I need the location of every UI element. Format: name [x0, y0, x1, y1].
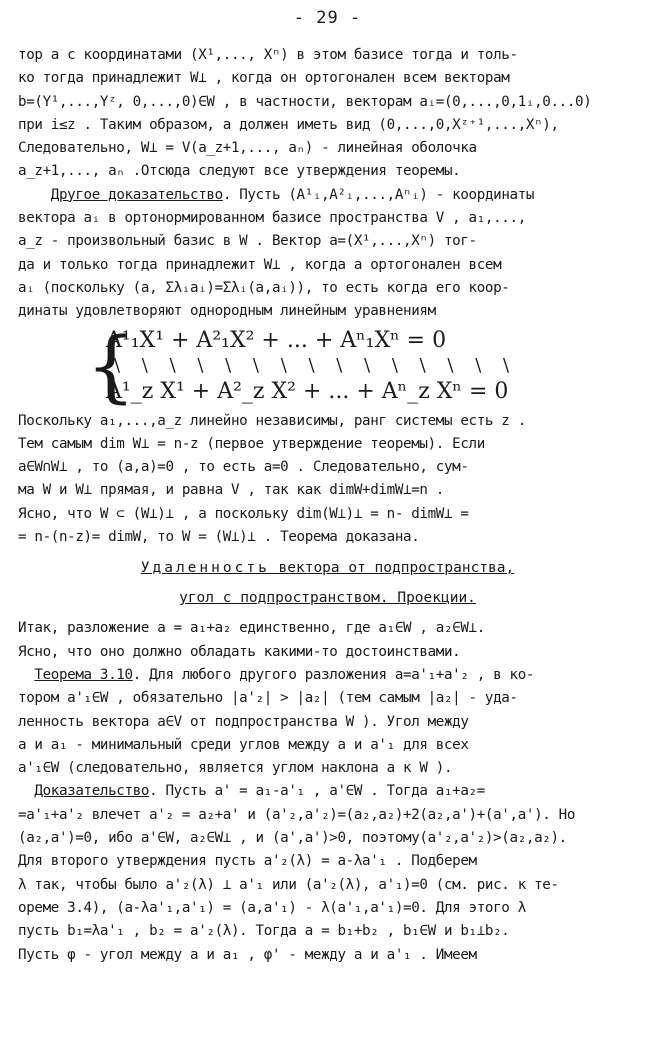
- theorem-block: [18, 664, 637, 780]
- text-line: Следовательно, W⊥ = V(a_z+1,..., aₙ) - линейная оболочка: [18, 140, 477, 157]
- text-line: Пусть φ - угол между a и a₁ , φ' - между a и a'₁ . Имеем: [18, 946, 477, 963]
- section-heading-word: Удаленность: [140, 560, 270, 577]
- text-line: a_z - произвольный базис в W . Вектор a=(X¹,...,Xⁿ) тог-: [18, 233, 477, 250]
- brace-symbol: {: [86, 321, 136, 412]
- alt-proof-heading: Другое доказательство: [50, 186, 223, 203]
- text-line: Итак, разложение a = a₁+a₂ единственно, где a₁∈W , a₂∈W⊥.: [18, 620, 485, 637]
- text-line: λ так, чтобы было a'₂(λ) ⊥ a'₁ или (a'₂(λ), a'₁)=0 (см. рис. к те-: [18, 876, 559, 893]
- text-line: ма W и W⊥ прямая, и равна V , так как dimW+dimW⊥=n .: [18, 482, 444, 499]
- section-heading: [18, 557, 637, 609]
- section-heading-line: [18, 557, 637, 579]
- text-line: Тем самым dim W⊥ = n-z (первое утверждение теоремы). Если: [18, 435, 485, 452]
- text-line: (a₂,a')=0, ибо a'∈W, a₂∈W⊥ , и (a',a')>0, поэтому(a'₂,a'₂)>(a₂,a₂).: [18, 830, 567, 847]
- paragraph-4: [18, 617, 637, 664]
- text-line: да и только тогда принадлежит W⊥ , когда a ортогонален всем: [18, 256, 502, 273]
- text-span: . Пусть (A¹ᵢ,A²ᵢ,...,Aⁿᵢ) - координаты: [222, 186, 535, 203]
- text-line: пусть b₁=λa'₁ , b₂ = a'₂(λ). Тогда a = b₁+b₂ , b₁∈W и b₁⊥b₂.: [18, 923, 510, 940]
- text-line: b=(Y¹,...,Yᶻ, 0,...,0)∈W , в частности, векторам aᵢ=(0,...,0,1ᵢ,0...0): [18, 93, 592, 110]
- text-line: тором a'₁∈W , обязательно |a'₂| > |a₂| (тем самым |a₂| - уда-: [18, 690, 518, 707]
- text-line: тор a с координатами (X¹,..., Xⁿ) в этом базисе тогда и толь-: [18, 47, 518, 63]
- section-heading-line: [18, 587, 637, 609]
- text-line: ленность вектора a∈V от подпространства W ). Угол между: [18, 713, 469, 730]
- text-line: a_z+1,..., aₙ .Отсюда следуют все утверждения теоремы.: [18, 163, 461, 180]
- equation-ellipsis: \ \ \ \ \ \ \ \ \ \ \ \ \ \ \: [114, 354, 518, 376]
- paragraph-3: [18, 410, 637, 550]
- text-line: aᵢ (поскольку (a, Σλᵢaᵢ)=Σλᵢ(a,aᵢ)), то есть когда его коор-: [18, 279, 510, 296]
- text-line: a∈W∩W⊥ , то (a,a)=0 , то есть a=0 . Следовательно, сум-: [18, 459, 469, 476]
- text-line: = n-(n-z)= dimW, то W = (W⊥)⊥ . Теорема доказана.: [18, 529, 420, 546]
- text-line: a и a₁ - минимальный среди углов между a и a'₁ для всех: [18, 736, 469, 753]
- proof-label: Доказательство: [34, 783, 150, 800]
- text-line: [18, 664, 637, 687]
- text-line: a'₁∈W (следовательно, является углом наклона a к W ).: [18, 760, 453, 777]
- page-number: - 29 -: [293, 8, 362, 28]
- text-line: ореме 3.4), (a-λa'₁,a'₁) = (a,a'₁) - λ(a'₁,a'₁)=0. Для этого λ: [18, 899, 526, 916]
- text-line: =a'₁+a'₂ влечет a'₂ = a₂+a' и (a'₂,a'₂)=(a₂,a₂)+2(a₂,a')+(a',a'). Но: [18, 806, 576, 823]
- text-span: . Для любого другого разложения a=a'₁+a'₂ , в ко-: [132, 666, 535, 683]
- text-line: Для второго утверждения пусть a'₂(λ) = a-λa'₁ . Подберем: [18, 853, 477, 870]
- equation-system: [86, 321, 637, 412]
- text-span: вектора от подпространства,: [269, 560, 515, 577]
- text-line: Ясно, что оно должно обладать какими-то достоинствами.: [18, 643, 461, 660]
- theorem-label: Теорема 3.10: [34, 666, 133, 683]
- text-line: [18, 780, 637, 803]
- text-line: вектора aᵢ в ортонормированном базисе пространства V , a₁,...,: [18, 210, 526, 227]
- paragraph-1: [18, 44, 637, 184]
- text-line: ко тогда принадлежит W⊥ , когда он ортогонален всем векторам: [18, 70, 510, 87]
- equation: A¹₁X¹ + A²₁X² + ... + Aⁿ₁Xⁿ = 0: [106, 327, 447, 353]
- text-line: [18, 184, 637, 207]
- paragraph-2: [18, 184, 637, 324]
- proof-block: [18, 780, 637, 966]
- equation: A¹_z X¹ + A²_z X² + ... + Aⁿ_z Xⁿ = 0: [106, 378, 509, 404]
- text-line: Ясно, что W ⊂ (W⊥)⊥ , а поскольку dim(W⊥)⊥ = n- dimW⊥ =: [18, 505, 469, 522]
- text-line: Поскольку a₁,...,a_z линейно независимы, ранг системы есть z .: [18, 412, 526, 429]
- text-line: при i≤z . Таким образом, a должен иметь вид (0,...,0,Xᶻ⁺¹,...,Xⁿ),: [18, 116, 559, 133]
- text-span: угол с подпространством. Проекции.: [179, 590, 476, 607]
- text-span: . Пусть a' = a₁-a'₁ , a'∈W . Тогда a₁+a₂=: [149, 783, 485, 800]
- text-line: динаты удовлетворяют однородным линейным уравнениям: [18, 303, 436, 320]
